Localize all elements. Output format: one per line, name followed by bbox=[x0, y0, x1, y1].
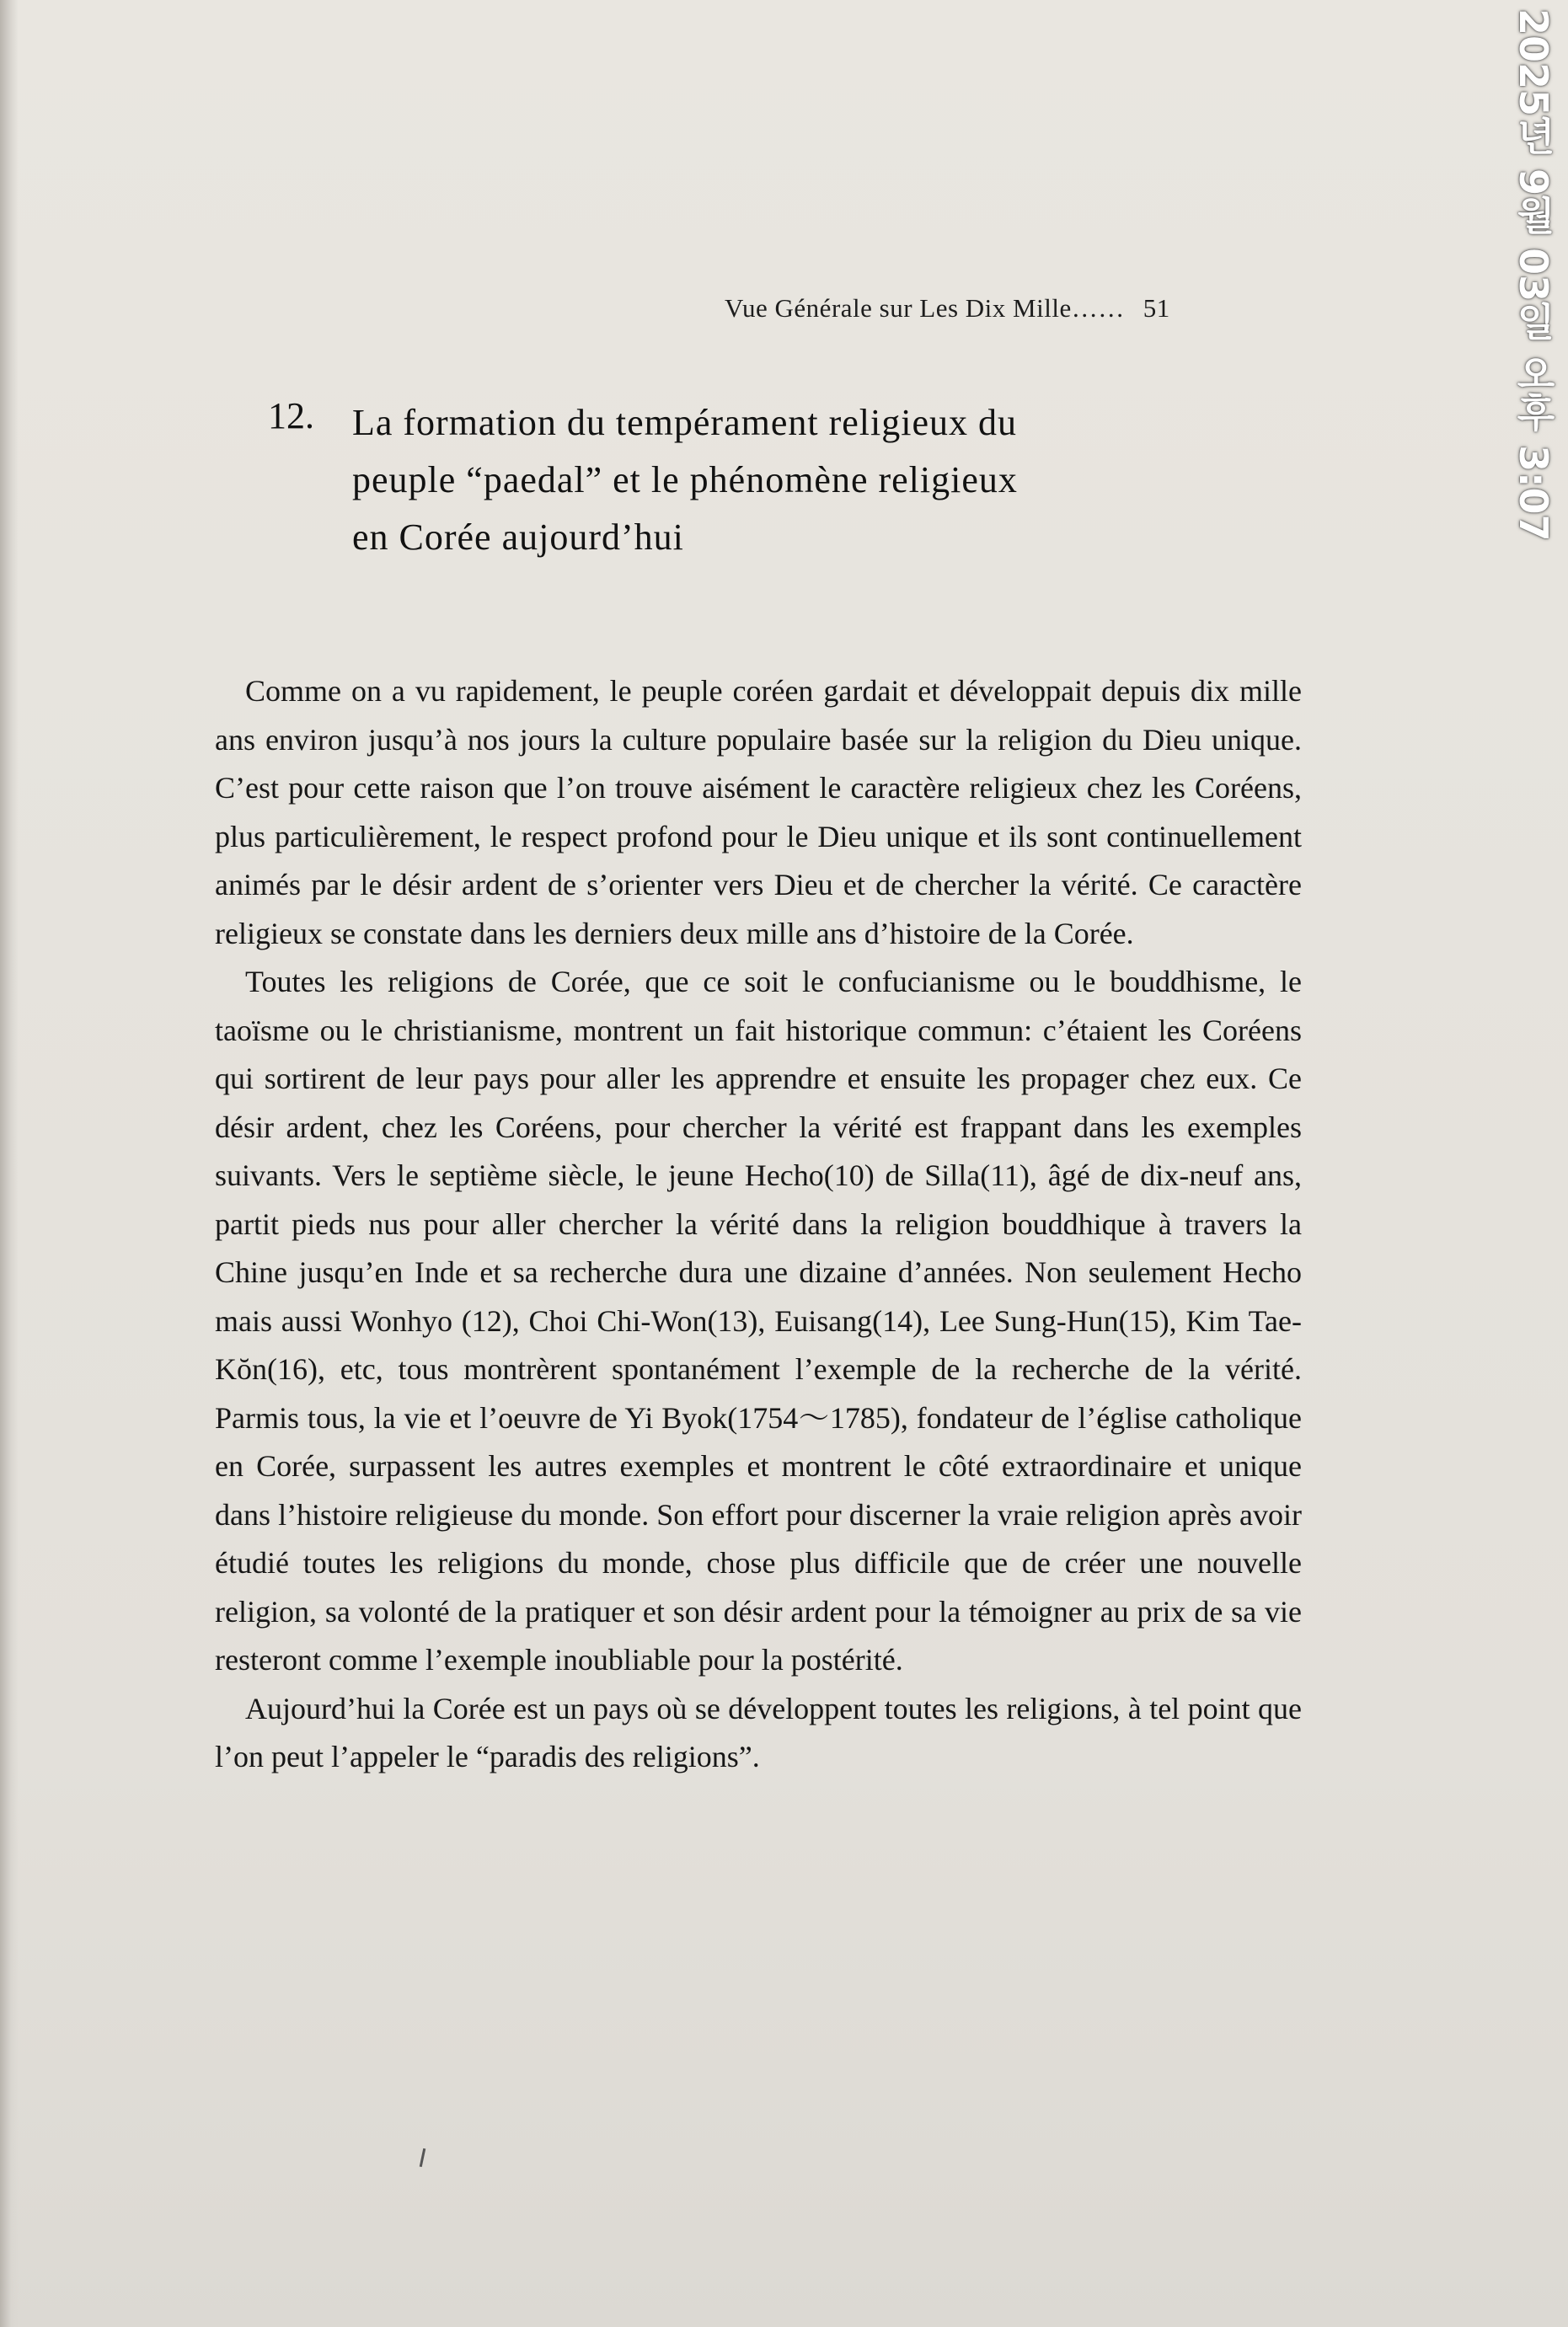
body-text bbox=[215, 667, 1302, 1782]
photo-timestamp-overlay: 2025년 9월 03일 오후 3:07 bbox=[1511, 8, 1556, 542]
running-header-title: Vue Générale sur Les Dix Mille…… bbox=[725, 293, 1125, 323]
chapter-title-line: en Corée aujourd’hui bbox=[352, 516, 684, 558]
chapter-title-line: peuple “paedal” et le phénomène religieux bbox=[352, 459, 1018, 500]
page-binding-edge bbox=[0, 0, 19, 2327]
chapter-number: 12. bbox=[268, 395, 314, 436]
running-header bbox=[725, 293, 1264, 324]
page-number: 51 bbox=[1143, 293, 1170, 323]
paragraph: Toutes les religions de Corée, que ce soit le confucianisme ou le bouddhisme, le taoïsme ou le christianisme, montrent un fait historique commun: c’étaient les Coréens qui sortirent de leur pays pour aller les apprendre et ensuite les propager chez eux. Ce désir ardent, chez les Coréens, pour chercher la vérité est frappant dans les exemples suivants. Vers le septième siècle, le jeune Hecho(10) de Silla(11), âgé de dix-neuf ans, partit pieds nus pour aller chercher la vérité dans la religion bouddhique à travers la Chine jusqu’en Inde et sa recherche dura une dizaine d’années. Non seulement Hecho mais aussi Wonhyo (12), Choi Chi-Won(13), Euisang(14), Lee Sung-Hun(15), Kim Tae-Kŏn(16), etc, tous montrèrent spontanément l’exemple de la recherche de la vérité. Parmis tous, la vie et l’oeuvre de Yi Byok(1754～1785), fondateur de l’église catholique en Corée, surpassent les autres exemples et montrent le côté extraordinaire et unique dans l’histoire religieuse du monde. Son effort pour discerner la vraie religion après avoir étudié toutes les religions du monde, chose plus difficile que de créer une nouvelle religion, sa volonté de la pratiquer et son désir ardent pour la témoigner au prix de sa vie resteront comme l’exemple inoubliable pour la postérité. bbox=[215, 965, 1302, 1677]
chapter-title bbox=[352, 394, 1287, 566]
paragraph: Comme on a vu rapidement, le peuple coréen gardait et développait depuis dix mille ans environ jusqu’à nos jours la culture populaire basée sur la religion du Dieu unique. C’est pour cette raison que l’on trouve aisément le caractère religieux chez les Coréens, plus particulièrement, le respect profond pour le Dieu unique et ils sont continuellement animés par le désir ardent de s’orienter vers Dieu et de chercher la vérité. Ce caractère religieux se constate dans les derniers deux mille ans d’histoire de la Corée. bbox=[215, 674, 1302, 950]
stray-pen-mark bbox=[420, 2148, 426, 2167]
paragraph: Aujourd’hui la Corée est un pays où se développent toutes les religions, à tel point que l’on peut l’appeler le “paradis des religions”. bbox=[215, 1691, 1302, 1773]
chapter-title-line: La formation du tempérament religieux du bbox=[352, 402, 1017, 443]
